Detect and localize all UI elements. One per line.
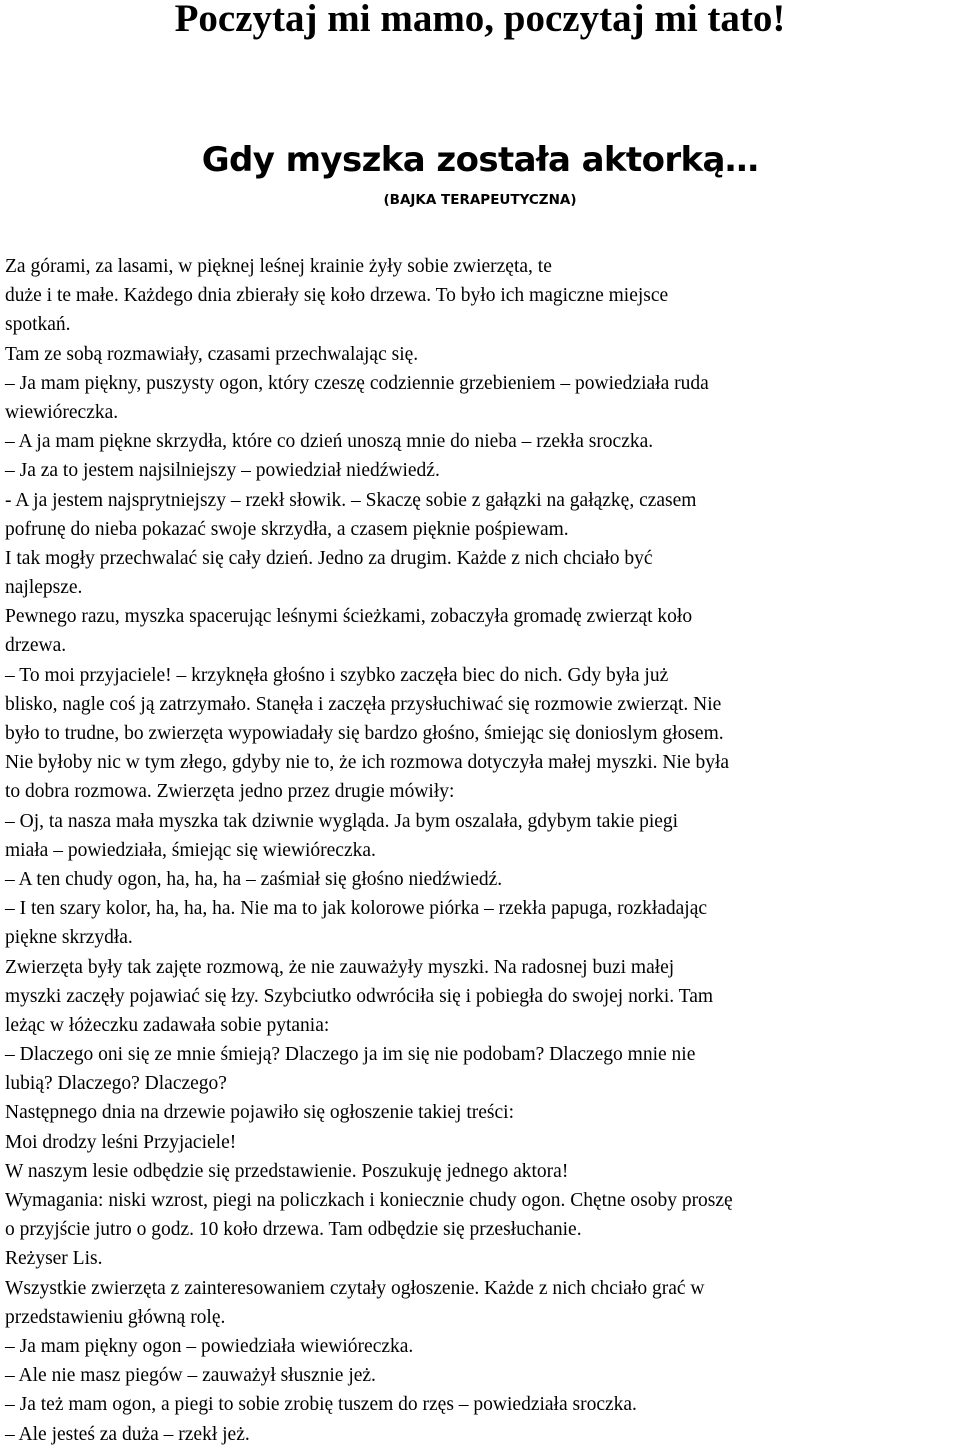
text-line: Moi drodzy leśni Przyjaciele! xyxy=(5,1131,237,1153)
text-line: – Oj, ta nasza mała myszka tak dziwnie wygląda. Ja bym oszalała, gdybym takie piegi xyxy=(5,810,679,832)
text-line: myszki zaczęły pojawiać się łzy. Szybciutko odwróciła się i pobiegła do swojej norki. Tam xyxy=(5,985,714,1007)
story-title: Gdy myszka została aktorką… xyxy=(201,140,759,180)
text-line: Wymagania: niski wzrost, piegi na policzkach i koniecznie chudy ogon. Chętne osoby proszę xyxy=(5,1190,733,1211)
text-line: najlepsze. xyxy=(5,577,83,599)
text-line: Nie byłoby nic w tym złego, gdyby nie to, że ich rozmowa dotyczyła małej myszki. Nie była xyxy=(5,752,730,774)
text-line: Tam ze sobą rozmawiały, czasami przechwalając się. xyxy=(5,343,419,365)
text-line: – Ja też mam ogon, a piegi to sobie zrobię tuszem do rzęs – powiedziała sroczka. xyxy=(5,1394,637,1416)
text-line: blisko, nagle coś ją zatrzymało. Stanęła i zaczęła przysłuchiwać się rozmowie zwierząt. Nie xyxy=(5,693,722,715)
text-line: lubią? Dlaczego? Dlaczego? xyxy=(5,1073,227,1095)
text-line: duże i te małe. Każdego dnia zbierały się koło drzewa. To było ich magiczne miejsce xyxy=(5,285,669,307)
text-line: wiewióreczka. xyxy=(5,401,119,423)
text-line: Zwierzęta były tak zajęte rozmową, że nie zauważyły myszki. Na radosnej buzi małej xyxy=(5,956,675,978)
text-line: przedstawieniu główną rolę. xyxy=(5,1306,226,1328)
text-line: - A ja jestem najsprytniejszy – rzekł słowik. – Skaczę sobie z gałązki na gałązkę, czasem xyxy=(5,489,697,511)
text-line: miała – powiedziała, śmiejąc się wiewióreczka. xyxy=(5,839,376,861)
text-line: – Ale jesteś za duża – rzekł jeż. xyxy=(5,1423,250,1445)
story-subtitle: (BAJKA TERAPEUTYCZNA) xyxy=(383,192,577,208)
text-line: – A ten chudy ogon, ha, ha, ha – zaśmiał się głośno niedźwiedź. xyxy=(5,868,503,890)
text-line: – Ale nie masz piegów – zauważył słusznie jeż. xyxy=(5,1365,376,1387)
text-line: drzewa. xyxy=(5,635,67,657)
text-line: Pewnego razu, myszka spacerując leśnymi ścieżkami, zobaczyła gromadę zwierząt koło xyxy=(5,606,693,628)
text-line: W naszym lesie odbędzie się przedstawienie. Poszukuję jednego aktora! xyxy=(5,1160,569,1182)
text-line: Wszystkie zwierzęta z zainteresowaniem czytały ogłoszenie. Każde z nich chciało grać w xyxy=(5,1277,705,1299)
text-line: – Ja mam piękny, puszysty ogon, który czeszę codziennie grzebieniem – powiedziała ruda xyxy=(5,372,709,394)
text-line: – Ja za to jestem najsilniejszy – powiedział niedźwiedź. xyxy=(5,460,440,482)
text-line: to dobra rozmowa. Zwierzęta jedno przez drugie mówiły: xyxy=(5,781,455,803)
text-line: Za górami, za lasami, w pięknej leśnej krainie żyły sobie zwierzęta, te xyxy=(5,256,552,277)
text-line: o przyjście jutro o godz. 10 koło drzewa. Tam odbędzie się przesłuchanie. xyxy=(5,1219,582,1241)
text-line: pofrunę do nieba pokazać swoje skrzydła, a czasem pięknie pośpiewam. xyxy=(5,518,569,540)
page-title: Poczytaj mi mamo, poczytaj mi tato! xyxy=(174,0,786,40)
text-line: leżąc w łóżeczku zadawała sobie pytania: xyxy=(5,1014,330,1036)
text-line: piękne skrzydła. xyxy=(5,927,133,949)
text-line: I tak mogły przechwalać się cały dzień. Jedno za drugim. Każde z nich chciało być xyxy=(5,547,653,569)
text-line: spotkań. xyxy=(5,314,71,336)
text-line: – Dlaczego oni się ze mnie śmieją? Dlaczego ja im się nie podobam? Dlaczego mnie nie xyxy=(5,1044,696,1066)
text-line: – A ja mam piękne skrzydła, które co dzień unoszą mnie do nieba – rzekła sroczka. xyxy=(5,431,654,453)
text-line: było to trudne, bo zwierzęta wypowiadały się bardzo głośno, śmiejąc się donioslym głosem. xyxy=(5,723,724,744)
text-line: – To moi przyjaciele! – krzyknęła głośno i szybko zaczęła biec do nich. Gdy była już xyxy=(5,664,669,686)
text-line: Reżyser Lis. xyxy=(5,1248,103,1270)
text-line: – Ja mam piękny ogon – powiedziała wiewióreczka. xyxy=(5,1335,414,1357)
text-line: Następnego dnia na drzewie pojawiło się ogłoszenie takiej treści: xyxy=(5,1102,514,1124)
text-line: – I ten szary kolor, ha, ha, ha. Nie ma to jak kolorowe piórka – rzekła papuga, rozkładając xyxy=(5,898,708,920)
story-body xyxy=(5,252,955,1449)
